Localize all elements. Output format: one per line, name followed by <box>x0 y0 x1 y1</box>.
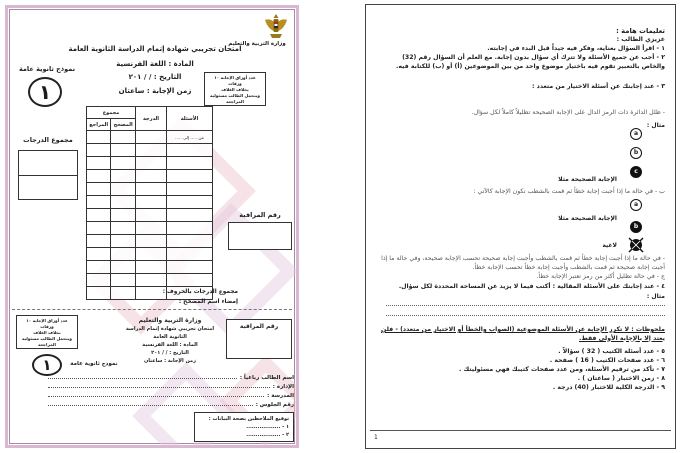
cut-line <box>12 309 292 310</box>
note-line: عدد أوراق الإجابة ١٠ ورقات <box>214 75 256 86</box>
grades-table-cell <box>111 170 136 183</box>
grades-table-cell <box>167 209 213 222</box>
observers-line: ١ - .................. <box>246 424 289 430</box>
exam-duration: زمن الإجابة : ساعتان <box>118 87 192 95</box>
answer-sheets-note <box>204 72 266 106</box>
rule-c: ج - في حالة تظليل أكثر من رمز تعتبر الإجابة خطأ. <box>536 273 665 280</box>
field-label: رقم الجلوس : <box>255 402 294 408</box>
grades-table-cell <box>87 183 111 196</box>
box-divider <box>19 175 77 176</box>
grades-table-cell <box>167 235 213 248</box>
student-info-fields <box>48 372 294 408</box>
crossed-circle-icon <box>628 237 644 253</box>
stub-answer-sheets-note <box>16 315 78 349</box>
stub-exam-title: امتحان تجريبي شهادة إتمام الدراسة الثانوية العامة <box>125 326 215 340</box>
grades-table-row <box>87 144 213 157</box>
grades-table-row <box>87 196 213 209</box>
instruction-2: ٢ - أجب عن جميع الأسئلة ولا تترك أي سؤال بدون إجابة. مع العلم أن السؤال رقم (32) والخاص بالتعبير تقوم فيه باختيار موضوع واحد من بين الموضوعين (أ) أو (ب) للكتابة فيه. <box>396 54 665 70</box>
field-label: اسم الطالب رباعياً : <box>239 375 294 381</box>
stub-date: التاريخ : / / ٢٠١ <box>151 350 189 356</box>
grades-table-cell <box>167 157 213 170</box>
example-label-2: مثال : <box>646 293 665 300</box>
grades-in-words-label: مجموع الدرجات بالحروف : <box>162 289 238 295</box>
grades-table-cell <box>111 222 136 235</box>
stub-subject: المادة : اللغة الفرنسية <box>142 342 198 348</box>
grades-table-cell <box>111 144 136 157</box>
grades-table-cell <box>87 131 111 144</box>
important-note: ملحوظات : لا تكرر الإجابة عن الأسئلة الموضوعية (الصواب والخطأ أو الاختيار من متعدد) - فلن يعتد إلا بالإجابة الأولى فقط. <box>381 326 665 342</box>
grades-table-row <box>87 261 213 274</box>
grades-table-row <box>87 183 213 196</box>
administration-field <box>48 381 294 390</box>
stub-proctor-label: رقم المراقبة <box>239 323 279 330</box>
seat-number-field <box>48 399 294 408</box>
grades-table-cell <box>136 144 167 157</box>
stub-model-number: ١ <box>32 354 62 376</box>
instruction-5: ٥ - عدد أسئلة الكتيب ( 32 ) سؤالاً . <box>558 348 665 355</box>
grades-table-row <box>87 170 213 183</box>
instruction-8: ٨ - زمن الاختبار ( ساعتان ) . <box>577 375 665 382</box>
total-grades-box <box>18 150 78 200</box>
field-label: المدرسة : <box>267 393 294 399</box>
proctor-number-label: رقم المراقبة <box>239 211 281 219</box>
model-number: ١ <box>28 77 62 107</box>
grades-table-cell <box>111 183 136 196</box>
question-range-cell: من ..... إلى ..... <box>167 131 213 144</box>
grades-table-row <box>87 209 213 222</box>
grades-table-cell <box>87 196 111 209</box>
instruction-6: ٦ - عدد صفحات الكتيب ( 16 ) صفحة . <box>549 357 665 364</box>
grades-table-cell <box>87 170 111 183</box>
correct-answer-caption: الإجابة الصحيحة مثلا <box>558 215 617 222</box>
total-grades-label: مجموع الدرجات <box>23 136 73 144</box>
questions-header: الأسئلة <box>167 107 213 131</box>
school-field <box>48 390 294 399</box>
instruction-4: ٤ - عند إجابتك على الأسئلة المقالية : أكتب فيما لا يزيد عن المساحة المحددة لكل سؤال. <box>398 283 665 290</box>
proctor-number-box <box>228 222 292 250</box>
grades-table-cell <box>136 222 167 235</box>
footer-rule <box>370 430 671 431</box>
stub-duration: زمن الإجابة : ساعتان <box>144 358 196 364</box>
grades-table-header-row <box>87 107 213 119</box>
field-line <box>48 405 253 406</box>
grade-header: الدرجة <box>136 107 167 131</box>
answer-dotted-line <box>386 305 665 306</box>
field-line <box>48 387 270 388</box>
observers-title: توقيع الملاحظين بصحة البيانات : <box>208 416 289 422</box>
instruction-3b: ب - في حالة ما إذا أجبت إجابة خطأ ثم قمت بالشطب تكون الإجابة كالآتي : <box>473 188 665 195</box>
grades-table-cell <box>111 209 136 222</box>
rule-paragraph: - في حالة ما إذا أجبت إجابة خطأ ثم قمت بالشطب وأجبت إجابة صحيحة تحسب الإجابة صحيحة، وفي حالة ما إذا أجبت إجابة صحيحة ثم قمت بالشطب وأجبت إجابة خطأ تحسب الإجابة خطأ. <box>381 255 665 271</box>
option-circle-c-filled: c <box>630 166 642 178</box>
ministry-name: وزارة التربية والتعليم <box>228 41 286 47</box>
grades-table-cell <box>167 261 213 274</box>
grades-table-cell <box>111 261 136 274</box>
stub-exam-header <box>120 317 220 365</box>
grades-table-row <box>87 248 213 261</box>
option-circle-b: b <box>630 147 642 159</box>
grades-table-cell <box>136 235 167 248</box>
grades-table-cell <box>136 274 167 287</box>
grades-table-cell <box>111 196 136 209</box>
grades-table-cell <box>136 261 167 274</box>
reviewer-header: المراجع <box>87 119 111 131</box>
grades-table-cell <box>111 248 136 261</box>
exam-subject: المادة : اللغة الفرنسية <box>116 60 194 68</box>
grades-table <box>86 106 213 300</box>
cancelled-label: لاغية <box>602 242 617 249</box>
field-line <box>48 396 264 397</box>
grades-table-cell <box>136 209 167 222</box>
grades-table-cell <box>87 248 111 261</box>
exam-title: امتحان تجريبي شهادة إتمام الدراسة الثانوية العامة <box>68 45 242 53</box>
exam-date: التاريخ : / / ٢٠١ <box>128 73 182 81</box>
option-circle-b-filled: b <box>630 221 642 233</box>
instruction-3: ٣ - عند إجابتك عن أسئلة الاختيار من متعدد : <box>532 83 665 90</box>
grades-table-row <box>87 157 213 170</box>
grades-table-cell <box>111 131 136 144</box>
option-circle-a: a <box>630 199 642 211</box>
grades-table-cell <box>87 157 111 170</box>
grades-table-cell <box>87 209 111 222</box>
note-line: ويتحمل الطالب مسئولية المراجعة <box>209 93 261 104</box>
grades-table-cell <box>87 222 111 235</box>
corrector-header: المصحح <box>111 119 136 131</box>
instruction-3a: - ظلل الدائرة ذات الرمز الدال على الإجابة الصحيحة تظليلاً كاملاً لكل سؤال. <box>471 109 665 116</box>
grades-table-cell <box>136 157 167 170</box>
grades-table-row <box>87 235 213 248</box>
field-label: الإدارة : <box>272 384 294 390</box>
instruction-7: ٧ - تأكد من ترقيم الأسئلة، ومن عدد صفحات كتيبك فهي مسئوليتك . <box>459 366 665 373</box>
grades-table-cell <box>167 248 213 261</box>
note-line: ويتحمل الطالب مسئولية المراجعة <box>21 336 73 347</box>
grades-table-cell <box>167 196 213 209</box>
corrector-signature-label: إمضاء اسم المصحح : <box>178 299 238 305</box>
grades-table-cell <box>111 274 136 287</box>
field-line <box>48 378 237 379</box>
instruction-9: ٩ - الدرجة الكلية للاختبار (40) درجة . <box>552 384 665 391</box>
option-circle-a: a <box>630 128 642 140</box>
grades-table-cell <box>167 144 213 157</box>
example-label: مثال : <box>646 122 665 129</box>
grades-table-cell <box>136 196 167 209</box>
answer-dotted-line <box>386 315 665 316</box>
note-line: بخلاف الغلاف <box>33 330 61 335</box>
instruction-1: ١ - اقرأ السؤال بعناية، وفكر فيه جيداً قبل البدء في إجابته. <box>487 45 665 52</box>
student-name-field <box>48 372 294 381</box>
correct-answer-caption: الإجابة الصحيحة مثلا <box>558 176 617 183</box>
page-number: 1 <box>374 434 378 441</box>
grades-table-cell <box>167 222 213 235</box>
grades-table-cell <box>136 131 167 144</box>
grades-table-cell <box>111 235 136 248</box>
grades-table-row <box>87 222 213 235</box>
note-line: بخلاف الغلاف <box>221 87 249 92</box>
observers-signature-box <box>194 412 294 442</box>
grades-table-cell <box>87 261 111 274</box>
total-header: مجموع <box>87 107 136 119</box>
grades-table-cell <box>111 157 136 170</box>
grades-table-row <box>87 274 213 287</box>
note-line: عدد أوراق الإجابة ١٠ ورقات <box>26 318 68 329</box>
grades-table-cell <box>87 144 111 157</box>
grades-table-cell <box>167 274 213 287</box>
grades-table-cell <box>136 183 167 196</box>
stub-model-label: نموذج ثانوية عامة <box>70 361 118 367</box>
observers-line: ٢ - .................. <box>246 432 289 438</box>
eagle-emblem-icon <box>264 13 288 40</box>
stub-proctor-box <box>226 319 292 359</box>
greeting: عزيزي الطالب : <box>616 36 665 43</box>
exam-cover-page <box>5 5 299 448</box>
instructions-heading: تعليمات هامة : <box>616 27 665 35</box>
instructions-page <box>365 4 676 449</box>
grades-table-row <box>87 131 213 144</box>
grades-table-cell <box>87 235 111 248</box>
grades-table-body <box>87 131 213 300</box>
grades-table-cell <box>167 183 213 196</box>
grades-table-cell <box>136 248 167 261</box>
stub-ministry: وزارة التربية والتعليم <box>138 317 202 324</box>
grades-table-cell <box>167 170 213 183</box>
grades-table-cell <box>136 170 167 183</box>
grades-table-cell <box>87 274 111 287</box>
model-label: نموذج ثانوية عامة <box>18 65 76 73</box>
